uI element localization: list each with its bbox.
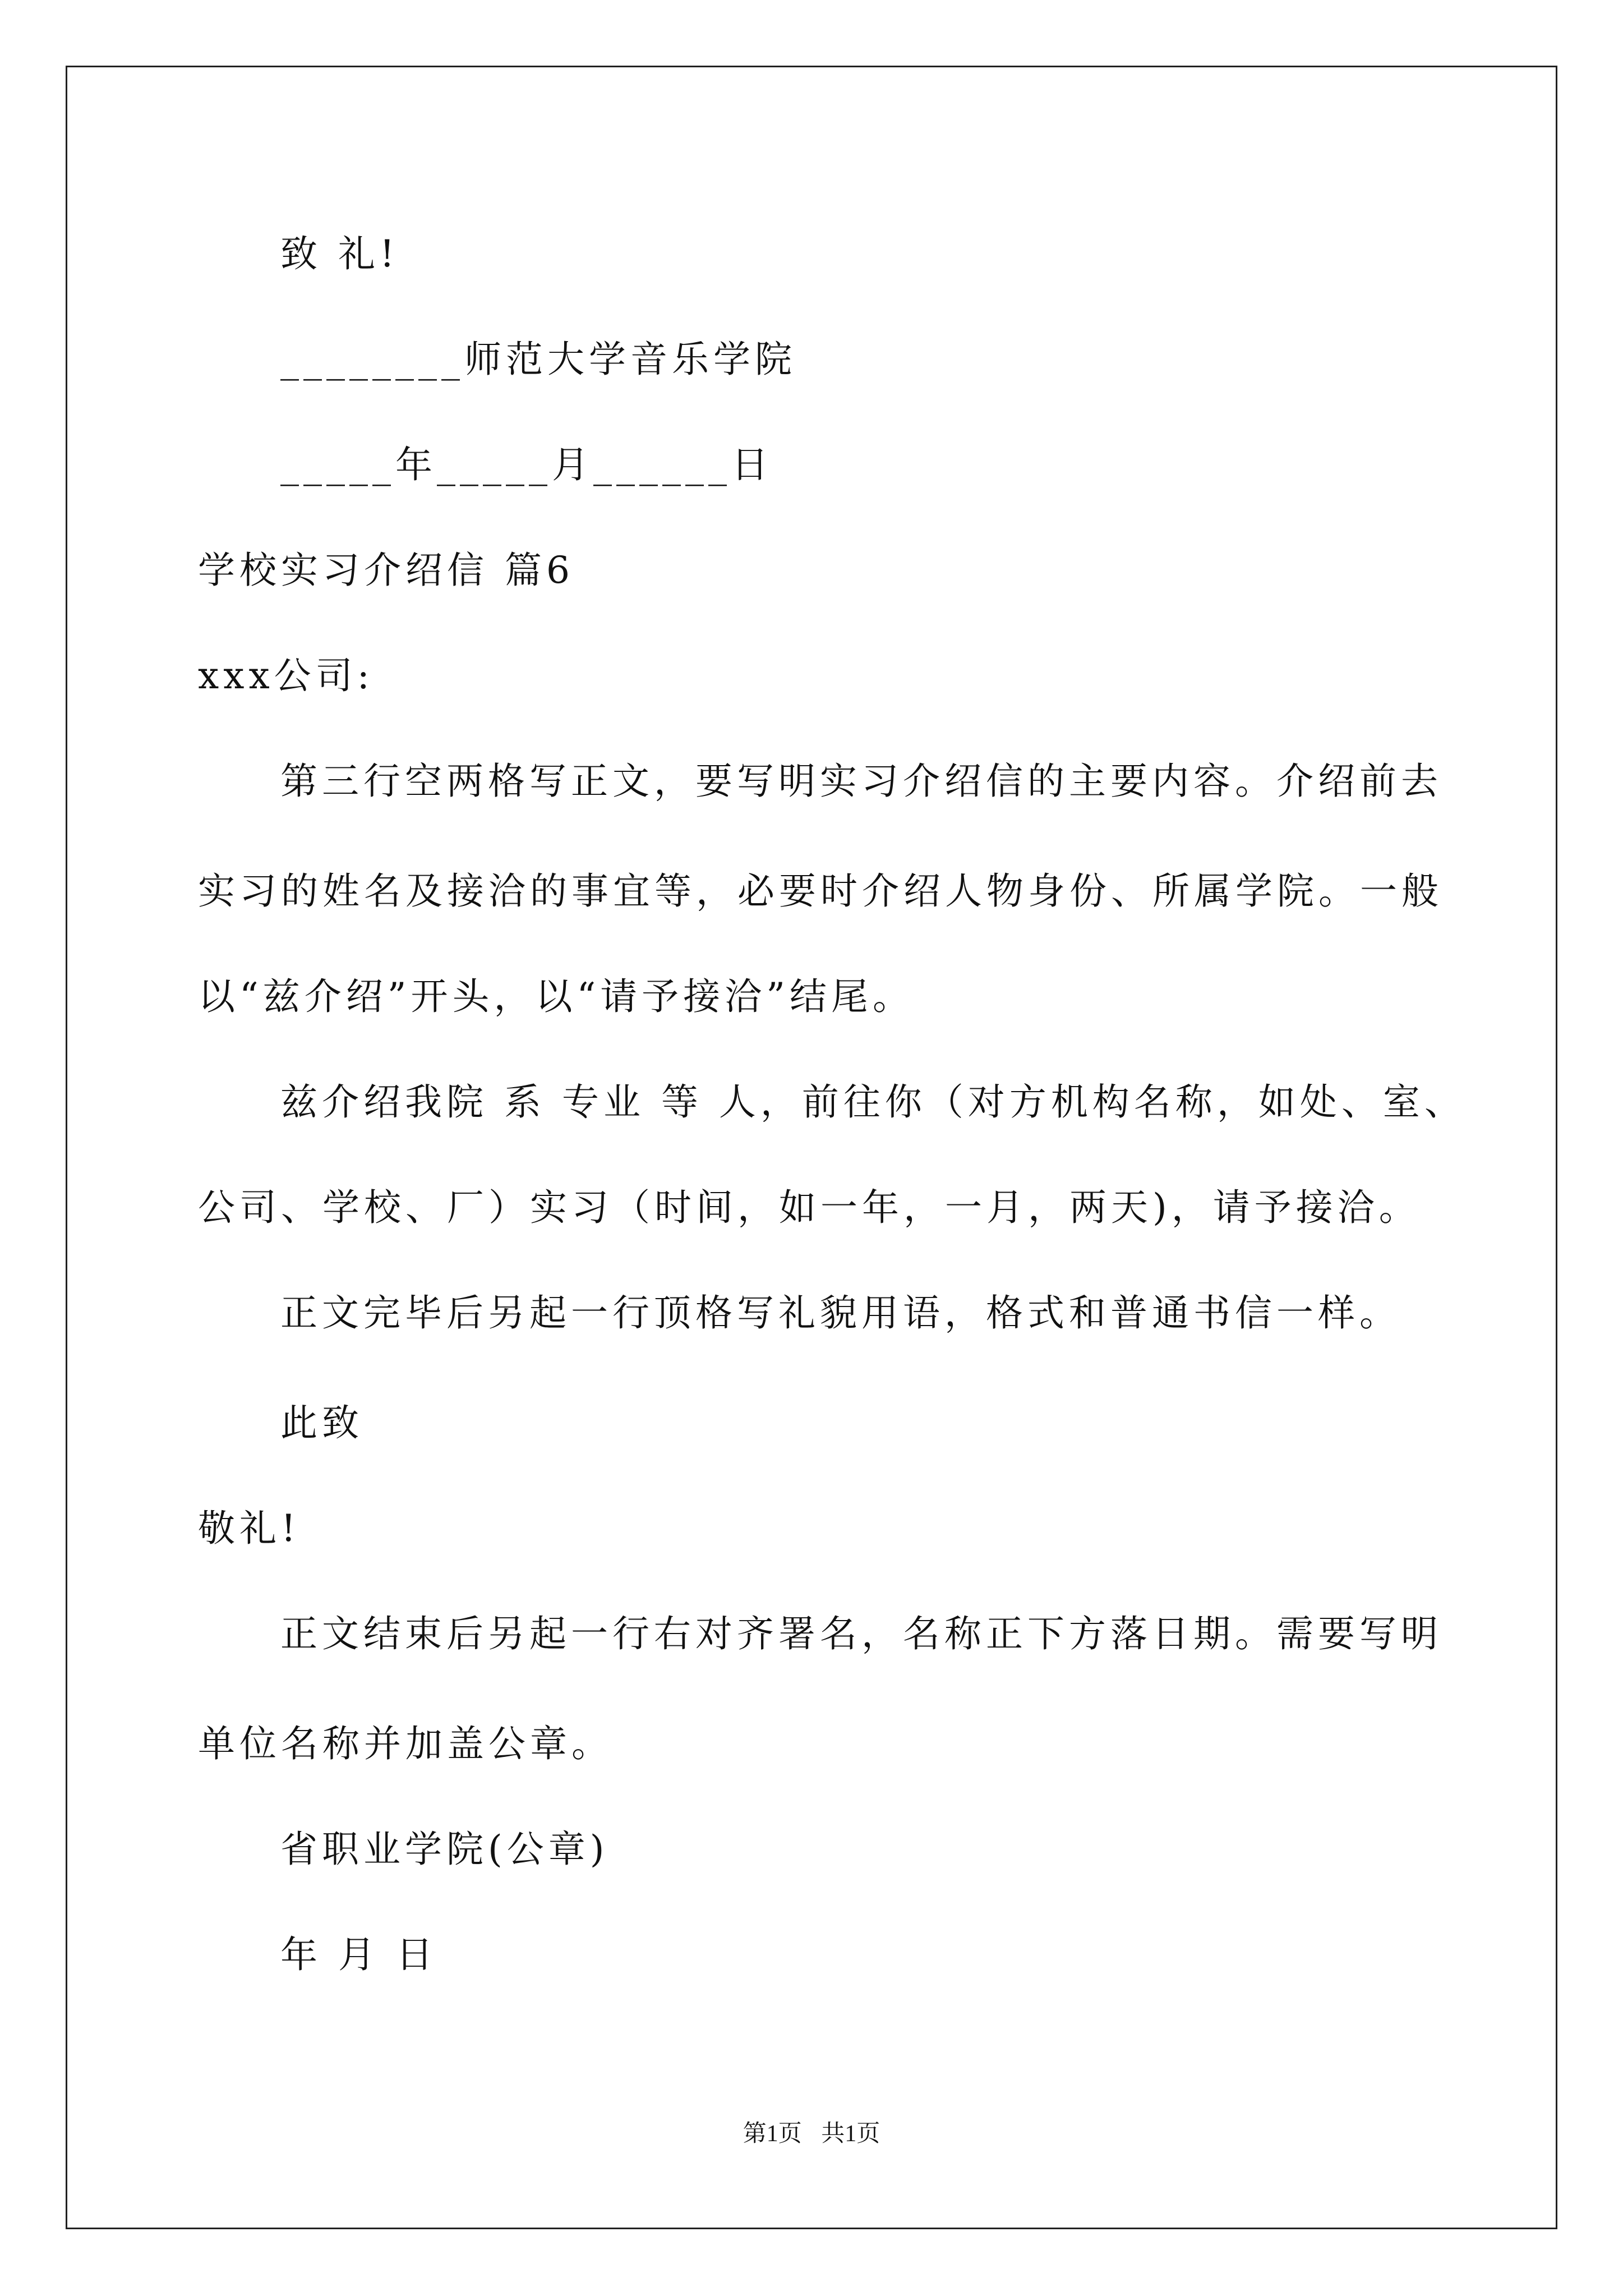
page-total: 共1页 [821,2121,880,2147]
date-blank: 年 月 日 [280,1933,437,1976]
page-border [66,66,1557,2229]
paragraph-line: 正文结束后另起一行右对齐署名，名称正下方落日期。需要写明 [280,1612,1442,1655]
section-title: 学校实习介绍信 篇6 [198,549,574,592]
jing-li: 敬礼! [198,1507,301,1550]
paragraph-line: 以“兹介绍”开头，以“请予接洽”结尾。 [198,975,914,1018]
paragraph-line: 实习的姓名及接洽的事宜等，必要时介绍人物身份、所属学院。一般 [198,869,1443,913]
signature-date: _____年_____月______日 [280,443,773,486]
page-footer [0,2122,1623,2146]
paragraph-line: 公司、学校、厂）实习（时间，如一年，一月，两天)，请予接洽。 [198,1186,1421,1229]
ci-zhi: 此致 [280,1401,363,1444]
salutation: xxx公司: [198,654,374,697]
closing-regards: 致 礼! [280,232,399,275]
paragraph-line: 第三行空两格写正文，要写明实习介绍信的主要内容。介绍前去 [280,760,1442,803]
paragraph-line: 单位名称并加盖公章。 [198,1722,613,1765]
signature-org: 省职业学院(公章) [280,1828,609,1871]
paragraph-line: 兹介绍我院 系 专业 等 人，前往你（对方机构名称，如处、室、 [280,1080,1466,1124]
signature-school: ________师范大学音乐学院 [280,338,796,381]
paragraph-line: 正文完毕后另起一行顶格写礼貌用语，格式和普通书信一样。 [280,1291,1401,1335]
page-number: 第1页 [743,2121,802,2147]
